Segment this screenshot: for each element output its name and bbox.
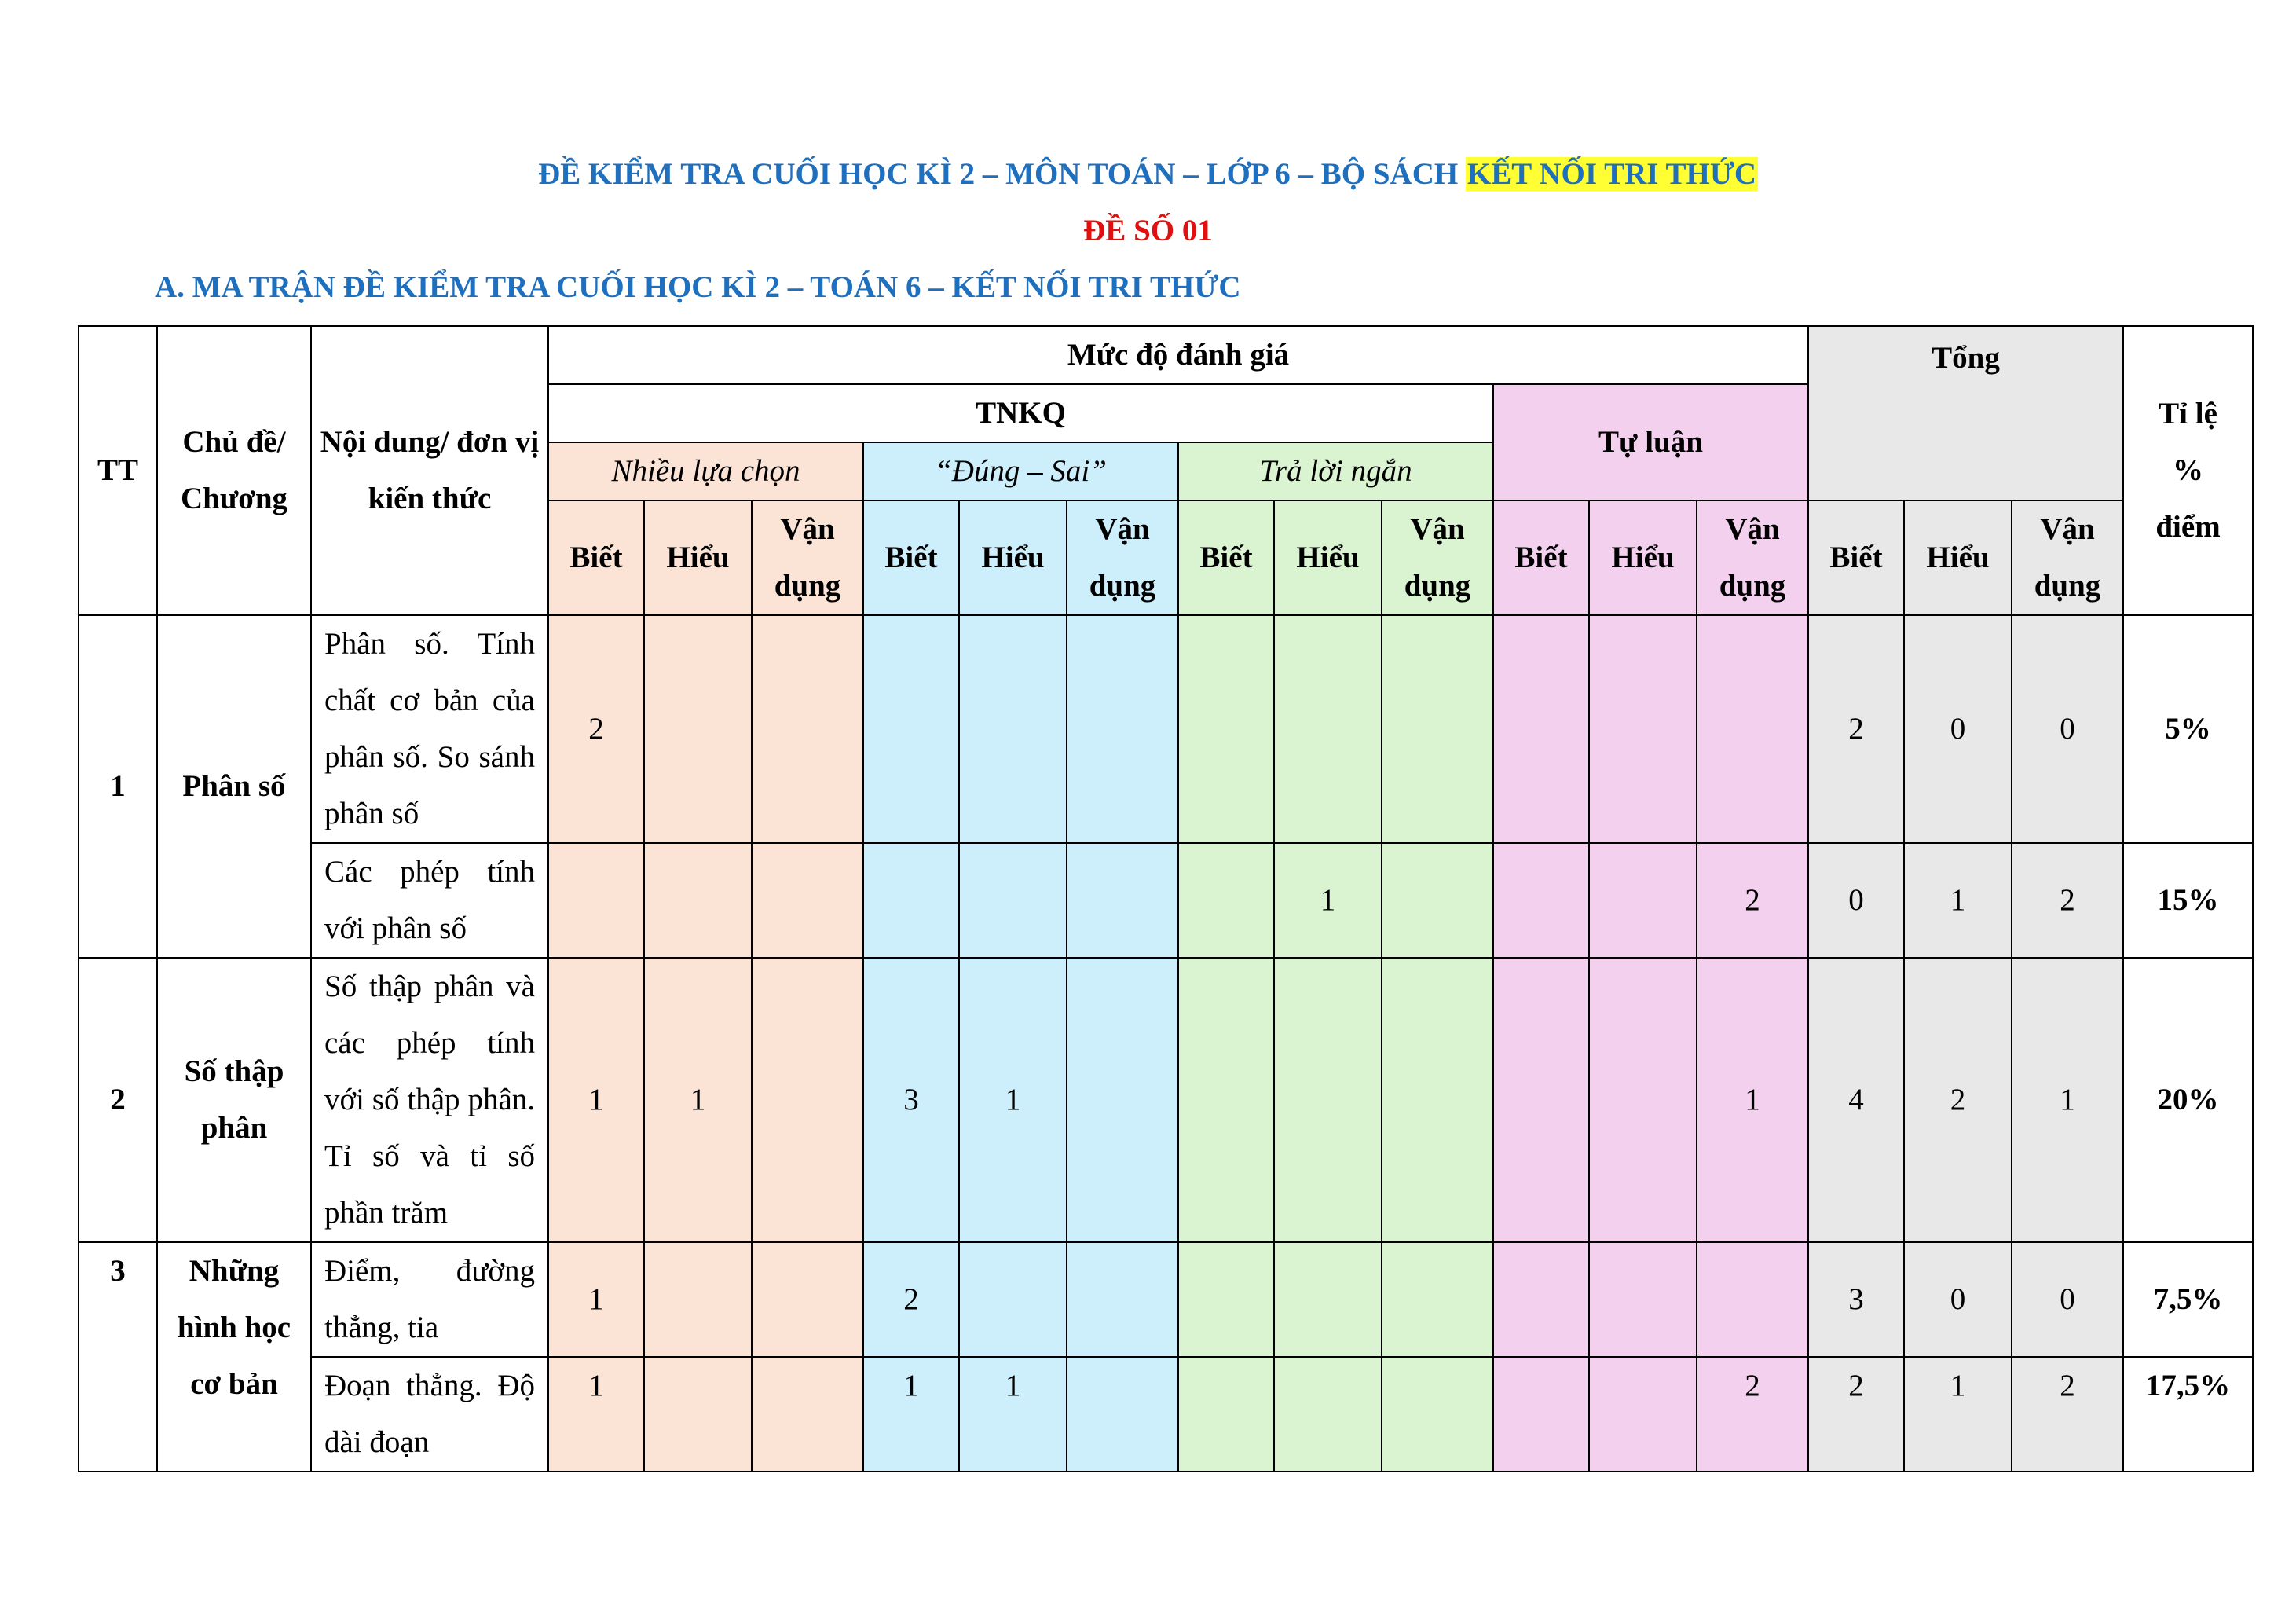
cell-tf-understand: [959, 615, 1067, 843]
cell-mc-know: 1: [548, 958, 644, 1242]
cell-total-apply: 0: [2012, 1242, 2123, 1357]
cell-mc-apply: [752, 1242, 863, 1357]
assessment-matrix-table: [78, 325, 2254, 1472]
cell-mc-apply: [752, 958, 863, 1242]
cell-essay-know: [1493, 958, 1589, 1242]
cell-mc-know: 1: [548, 1357, 644, 1472]
header-multiple-choice: Nhiều lựa chọn: [548, 442, 863, 500]
cell-sa-understand: [1274, 958, 1382, 1242]
cell-tf-apply: [1067, 615, 1178, 843]
row-topic: Những hình học cơ bản: [157, 1242, 311, 1472]
row-tt: 1: [79, 615, 157, 958]
cell-total-know: 2: [1808, 615, 1904, 843]
cell-essay-apply: 2: [1697, 843, 1808, 958]
cell-sa-know: [1178, 958, 1274, 1242]
cell-essay-apply: 2: [1697, 1357, 1808, 1472]
section-heading: A. MA TRẬN ĐỀ KIỂM TRA CUỐI HỌC KÌ 2 – TOÁN 6 – KẾT NỐI TRI THỨC: [155, 270, 1241, 304]
cell-total-understand: 2: [1904, 958, 2012, 1242]
cell-mc-apply: [752, 1357, 863, 1472]
cell-tf-know: 2: [863, 1242, 959, 1357]
cell-sa-apply: [1382, 843, 1493, 958]
cell-essay-understand: [1589, 843, 1697, 958]
cell-essay-understand: [1589, 1242, 1697, 1357]
cell-mc-apply: [752, 843, 863, 958]
cell-total-understand: 0: [1904, 1242, 2012, 1357]
table-row: [79, 958, 2253, 1242]
header-tnkq: TNKQ: [548, 384, 1493, 442]
cell-mc-know: [548, 843, 644, 958]
header-essay: Tự luận: [1493, 384, 1808, 500]
cell-sa-apply: [1382, 1357, 1493, 1472]
cell-sa-know: [1178, 615, 1274, 843]
document-title: [0, 151, 2296, 198]
row-content: Đoạn thẳng. Độ dài đoạn: [311, 1357, 548, 1472]
cell-total-apply: 1: [2012, 958, 2123, 1242]
cell-mc-know: 2: [548, 615, 644, 843]
cell-tf-understand: 1: [959, 1357, 1067, 1472]
cell-essay-know: [1493, 1242, 1589, 1357]
cell-sa-understand: [1274, 1242, 1382, 1357]
cell-tf-apply: [1067, 1242, 1178, 1357]
header-ratio: Tỉ lệ % điểm: [2123, 326, 2253, 615]
title-text: ĐỀ KIỂM TRA CUỐI HỌC KÌ 2 – MÔN TOÁN – LỚP 6 – BỘ SÁCH: [537, 157, 1466, 191]
cell-mc-understand: 1: [644, 958, 752, 1242]
row-content: Số thập phân và các phép tính với số thập phân. Tỉ số và tỉ số phần trăm: [311, 958, 548, 1242]
header-apply: Vận dụng: [1067, 500, 1178, 615]
header-short-answer: Trả lời ngắn: [1178, 442, 1493, 500]
header-true-false: “Đúng – Sai”: [863, 442, 1178, 500]
cell-mc-apply: [752, 615, 863, 843]
row-topic: Phân số: [157, 615, 311, 958]
cell-essay-know: [1493, 615, 1589, 843]
row-content: Các phép tính với phân số: [311, 843, 548, 958]
table-row: [79, 615, 2253, 843]
cell-tf-know: 3: [863, 958, 959, 1242]
header-know: Biết: [863, 500, 959, 615]
cell-sa-know: [1178, 843, 1274, 958]
cell-essay-understand: [1589, 615, 1697, 843]
cell-mc-understand: [644, 615, 752, 843]
cell-sa-understand: 1: [1274, 843, 1382, 958]
cell-essay-know: [1493, 843, 1589, 958]
header-tt: TT: [79, 326, 157, 615]
header-know: Biết: [1808, 500, 1904, 615]
cell-mc-know: 1: [548, 1242, 644, 1357]
cell-total-know: 4: [1808, 958, 1904, 1242]
cell-sa-know: [1178, 1357, 1274, 1472]
header-understand: Hiểu: [1274, 500, 1382, 615]
cell-ratio: 5%: [2123, 615, 2253, 843]
cell-tf-apply: [1067, 958, 1178, 1242]
cell-sa-understand: [1274, 615, 1382, 843]
header-understand: Hiểu: [1904, 500, 2012, 615]
header-apply: Vận dụng: [752, 500, 863, 615]
cell-essay-understand: [1589, 958, 1697, 1242]
cell-essay-apply: 1: [1697, 958, 1808, 1242]
cell-total-understand: 1: [1904, 1357, 2012, 1472]
cell-ratio: 20%: [2123, 958, 2253, 1242]
header-content: Nội dung/ đơn vị kiến thức: [311, 326, 548, 615]
row-content: Phân số. Tính chất cơ bản của phân số. So sánh phân số: [311, 615, 548, 843]
header-apply: Vận dụng: [1382, 500, 1493, 615]
cell-total-know: 3: [1808, 1242, 1904, 1357]
header-apply: Vận dụng: [2012, 500, 2123, 615]
cell-tf-understand: 1: [959, 958, 1067, 1242]
header-row-1: [79, 326, 2253, 384]
cell-total-understand: 0: [1904, 615, 2012, 843]
table-row: [79, 1242, 2253, 1357]
header-know: Biết: [1493, 500, 1589, 615]
cell-sa-apply: [1382, 1242, 1493, 1357]
cell-tf-know: 1: [863, 1357, 959, 1472]
cell-essay-apply: [1697, 1242, 1808, 1357]
cell-total-know: 0: [1808, 843, 1904, 958]
cell-mc-understand: [644, 843, 752, 958]
header-level: Mức độ đánh giá: [548, 326, 1808, 384]
title-highlight: KẾT NỐI TRI THỨC: [1467, 157, 1757, 191]
cell-essay-understand: [1589, 1357, 1697, 1472]
cell-ratio: 7,5%: [2123, 1242, 2253, 1357]
header-total: Tổng: [1808, 326, 2123, 500]
header-know: Biết: [1178, 500, 1274, 615]
cell-total-understand: 1: [1904, 843, 2012, 958]
table-row: [79, 1357, 2253, 1472]
cell-sa-understand: [1274, 1357, 1382, 1472]
cell-mc-understand: [644, 1242, 752, 1357]
cell-tf-apply: [1067, 1357, 1178, 1472]
cell-total-apply: 2: [2012, 1357, 2123, 1472]
row-tt: 2: [79, 958, 157, 1242]
cell-ratio: 17,5%: [2123, 1357, 2253, 1472]
cell-total-know: 2: [1808, 1357, 1904, 1472]
cell-tf-apply: [1067, 843, 1178, 958]
cell-tf-understand: [959, 843, 1067, 958]
cell-essay-apply: [1697, 615, 1808, 843]
cell-tf-understand: [959, 1242, 1067, 1357]
row-content: Điểm, đường thẳng, tia: [311, 1242, 548, 1357]
cell-total-apply: 0: [2012, 615, 2123, 843]
cell-sa-apply: [1382, 615, 1493, 843]
header-apply: Vận dụng: [1697, 500, 1808, 615]
exam-number: ĐỀ SỐ 01: [1083, 214, 1213, 247]
cell-ratio: 15%: [2123, 843, 2253, 958]
cell-tf-know: [863, 843, 959, 958]
cell-mc-understand: [644, 1357, 752, 1472]
header-topic: Chủ đề/ Chương: [157, 326, 311, 615]
cell-sa-know: [1178, 1242, 1274, 1357]
header-know: Biết: [548, 500, 644, 615]
row-tt: 3: [79, 1242, 157, 1472]
header-understand: Hiểu: [1589, 500, 1697, 615]
cell-total-apply: 2: [2012, 843, 2123, 958]
table-row: [79, 843, 2253, 958]
cell-tf-know: [863, 615, 959, 843]
cell-sa-apply: [1382, 958, 1493, 1242]
row-topic: Số thập phân: [157, 958, 311, 1242]
header-understand: Hiểu: [644, 500, 752, 615]
cell-essay-know: [1493, 1357, 1589, 1472]
header-understand: Hiểu: [959, 500, 1067, 615]
